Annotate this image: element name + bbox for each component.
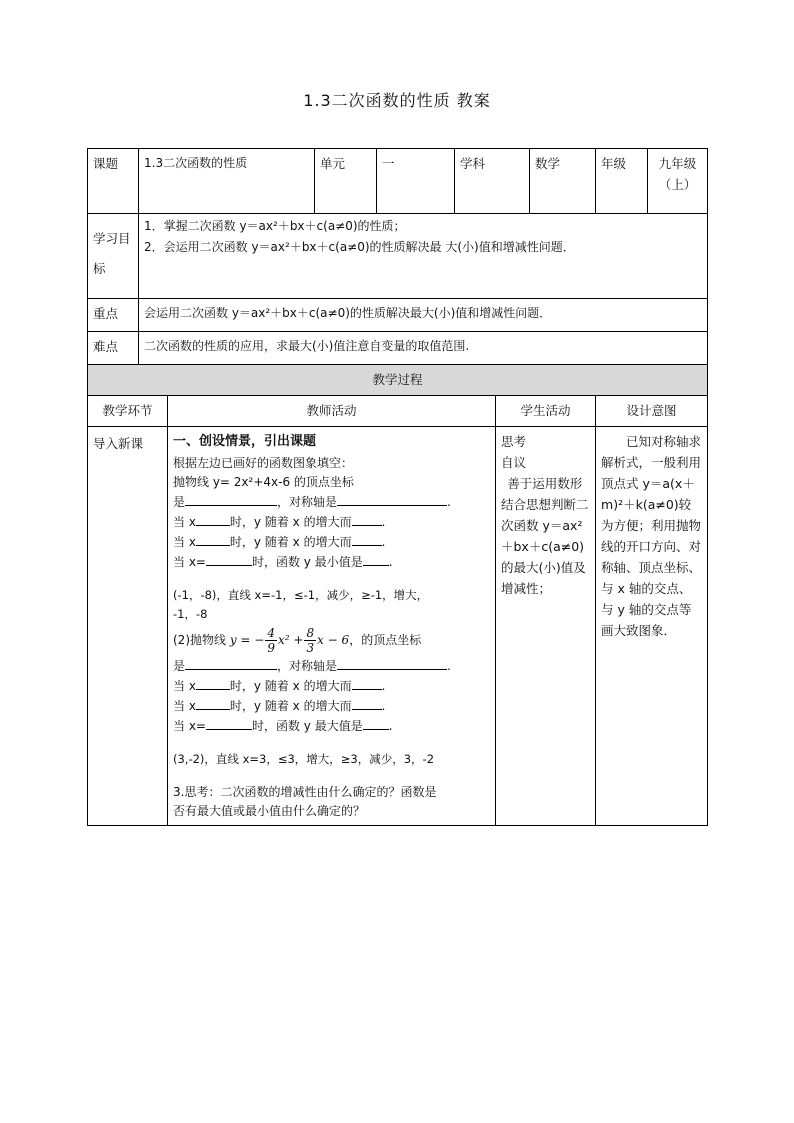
- answer-1: (-1，-8)，直线 x=-1，≤-1，减少，≥-1，增大，: [173, 588, 429, 602]
- key-points-label: 重点: [88, 299, 139, 332]
- unit-value: 一: [377, 149, 455, 214]
- difficulties-text: 二次函数的性质的应用，求最大(小)值注意自变量的取值范围.: [139, 332, 708, 365]
- fraction-8-3: $\frac{8}{3}$: [306, 626, 315, 655]
- goals-row: [88, 214, 708, 299]
- question-2: (2)抛物线 y = − $\frac{4}{9}$ x² + $\frac{8}{3}$ x − 6，的顶点坐标: [173, 626, 422, 655]
- grade-value: 九年级（上）: [648, 149, 708, 214]
- q1-increase-line: 当 x 时，y 随着 x 的增大而 .: [173, 512, 490, 532]
- answer-blank: [363, 552, 389, 566]
- answer-blank: [363, 716, 389, 730]
- q2-max-line: 当 x= 时，函数 y 最大值是 .: [173, 716, 490, 736]
- difficulties-row: [88, 332, 708, 365]
- col-stage: 教学环节: [88, 396, 168, 427]
- question-1: 抛物线 y= 2x²+4x-6 的顶点坐标: [173, 475, 354, 489]
- answer-blank: [196, 696, 230, 710]
- answer-blank: [352, 512, 382, 526]
- fraction-4-9: $\frac{4}{9}$: [267, 626, 275, 655]
- q2-decrease-line: 当 x 时，y 随着 x 的增大而 .: [173, 696, 490, 716]
- design-intent: 已知对称轴求解析式，一般利用顶点式 y＝a(x＋m)²＋k(a≠0)较为方便；利用抛物线的开口方向、对称轴、顶点坐标、与 x 轴的交点、与 y 轴的交点等画大致图象．: [596, 427, 708, 826]
- topic-label: 课题: [88, 149, 139, 214]
- answer-blank: [206, 716, 252, 730]
- q1-decrease-line: 当 x 时，y 随着 x 的增大而 .: [173, 532, 490, 552]
- answer-blank: [337, 656, 447, 670]
- goal-line-2: 2．会运用二次函数 y＝ax²＋bx＋c(a≠0)的性质解决最 大(小)值和增减性问题．: [144, 240, 575, 254]
- subject-value: 数学: [530, 149, 596, 214]
- section-heading: 一、创设情景，引出课题: [173, 434, 317, 449]
- answer-blank: [352, 532, 382, 546]
- subject-label: 学科: [455, 149, 530, 214]
- grade-label: 年级: [596, 149, 648, 214]
- topic-value: 1.3二次函数的性质: [139, 149, 315, 214]
- lesson-plan-table: [87, 148, 708, 826]
- column-header-row: [88, 396, 708, 427]
- student-line-1: 思考: [501, 434, 527, 449]
- teacher-activity: [168, 427, 496, 826]
- key-points-row: [88, 299, 708, 332]
- student-line-3: 善于运用数形结合思想判断二次函数 y＝ax²＋bx＋c(a≠0)的最大(小)值及增减性；: [501, 476, 589, 596]
- student-line-2: 自议: [501, 455, 527, 470]
- answer-blank: [352, 696, 382, 710]
- answer-1b: -1，-8: [173, 607, 208, 621]
- stage-name: 导入新课: [88, 427, 168, 826]
- answer-blank: [196, 532, 230, 546]
- header-row: [88, 149, 708, 214]
- answer-2: (3,-2)，直线 x=3，≤3，增大，≥3，减少，3，-2: [173, 752, 435, 766]
- question-3b: 否有最大值或最小值由什么确定的？: [173, 804, 366, 818]
- answer-blank: [185, 656, 277, 670]
- difficulties-label: 难点: [88, 332, 139, 365]
- lesson-body-row: [88, 427, 708, 826]
- question-3: 3.思考：二次函数的增减性由什么确定的？函数是: [173, 785, 437, 799]
- intro-text: 根据左边已画好的函数图象填空：: [173, 456, 354, 470]
- q2-increase-line: 当 x 时，y 随着 x 的增大而 .: [173, 676, 490, 696]
- answer-blank: [196, 512, 230, 526]
- unit-label: 单元: [315, 149, 377, 214]
- goal-line-1: 1．掌握二次函数 y＝ax²＋bx＋c(a≠0)的性质；: [144, 219, 406, 233]
- q1-vertex-line: 是 ，对称轴是 .: [173, 492, 490, 512]
- answer-blank: [206, 552, 252, 566]
- answer-blank: [196, 676, 230, 690]
- answer-blank: [352, 676, 382, 690]
- goals-label: 学习目标: [88, 214, 139, 299]
- q1-min-line: 当 x= 时，函数 y 最小值是 .: [173, 552, 490, 572]
- col-design: 设计意图: [596, 396, 708, 427]
- answer-blank: [185, 492, 277, 506]
- answer-blank: [337, 492, 447, 506]
- process-header: 教学过程: [88, 365, 708, 396]
- key-points-text: 会运用二次函数 y＝ax²＋bx＋c(a≠0)的性质解决最大(小)值和增减性问题．: [139, 299, 708, 332]
- process-header-row: [88, 365, 708, 396]
- document-title: 1.3二次函数的性质 教案: [303, 91, 491, 110]
- col-teacher: 教师活动: [168, 396, 496, 427]
- student-activity: [496, 427, 596, 826]
- q2-vertex-line: 是 ，对称轴是 .: [173, 656, 490, 676]
- col-student: 学生活动: [496, 396, 596, 427]
